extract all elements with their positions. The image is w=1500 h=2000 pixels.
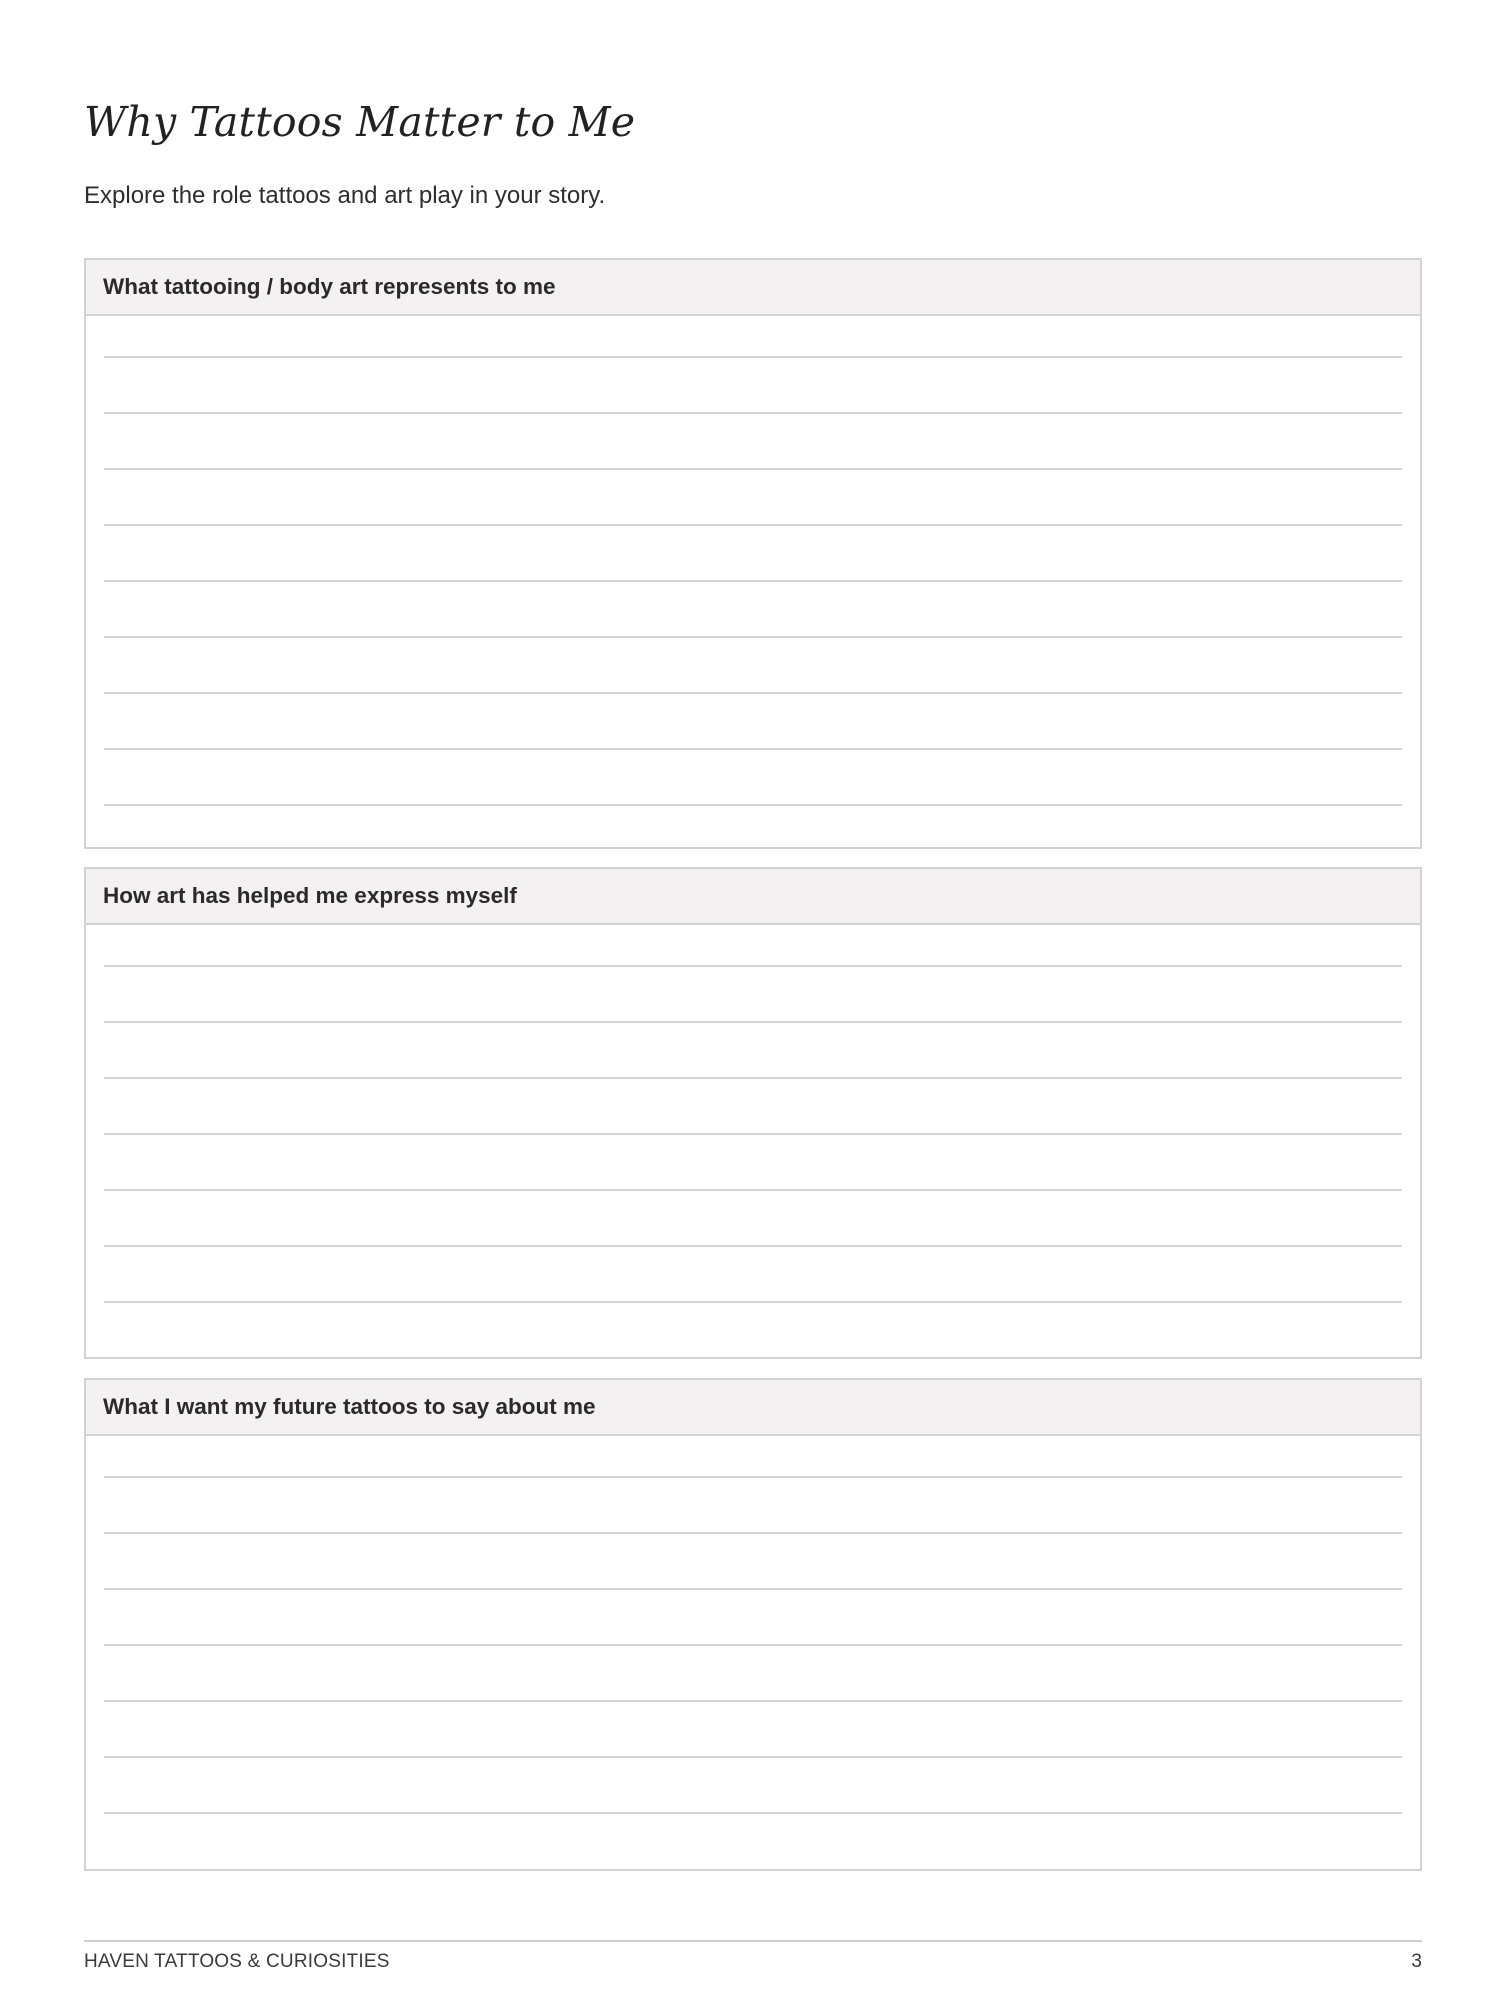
section-art-expression: [84, 867, 1422, 1359]
writing-line: [104, 1532, 1402, 1534]
writing-line: [104, 1021, 1402, 1023]
writing-line: [104, 748, 1402, 750]
writing-line: [104, 356, 1402, 358]
page-number: 3: [1411, 1951, 1422, 1972]
writing-line: [104, 804, 1402, 806]
writing-line: [104, 1301, 1402, 1303]
footer-divider: [84, 1940, 1422, 1942]
writing-line: [104, 524, 1402, 526]
writing-line: [104, 1756, 1402, 1758]
writing-line: [104, 1245, 1402, 1247]
page-subtitle: Explore the role tattoos and art play in your story.: [84, 182, 606, 209]
writing-line: [104, 580, 1402, 582]
writing-line: [104, 468, 1402, 470]
section-heading: What I want my future tattoos to say about me: [86, 1380, 1420, 1436]
writing-line: [104, 1812, 1402, 1814]
section-future-tattoos: [84, 1378, 1422, 1871]
page-title: Why Tattoos Matter to Me: [84, 98, 636, 146]
writing-line: [104, 692, 1402, 694]
writing-line: [104, 965, 1402, 967]
section-heading: What tattooing / body art represents to me: [86, 260, 1420, 316]
writing-line: [104, 1644, 1402, 1646]
footer-brand: HAVEN TATTOOS & CURIOSITIES: [84, 1951, 390, 1972]
writing-line: [104, 1700, 1402, 1702]
section-heading: How art has helped me express myself: [86, 869, 1420, 925]
writing-line: [104, 1189, 1402, 1191]
writing-line: [104, 1588, 1402, 1590]
writing-line: [104, 1077, 1402, 1079]
writing-line: [104, 1133, 1402, 1135]
writing-line: [104, 412, 1402, 414]
writing-line: [104, 1476, 1402, 1478]
section-tattoo-meaning: [84, 258, 1422, 849]
writing-line: [104, 636, 1402, 638]
